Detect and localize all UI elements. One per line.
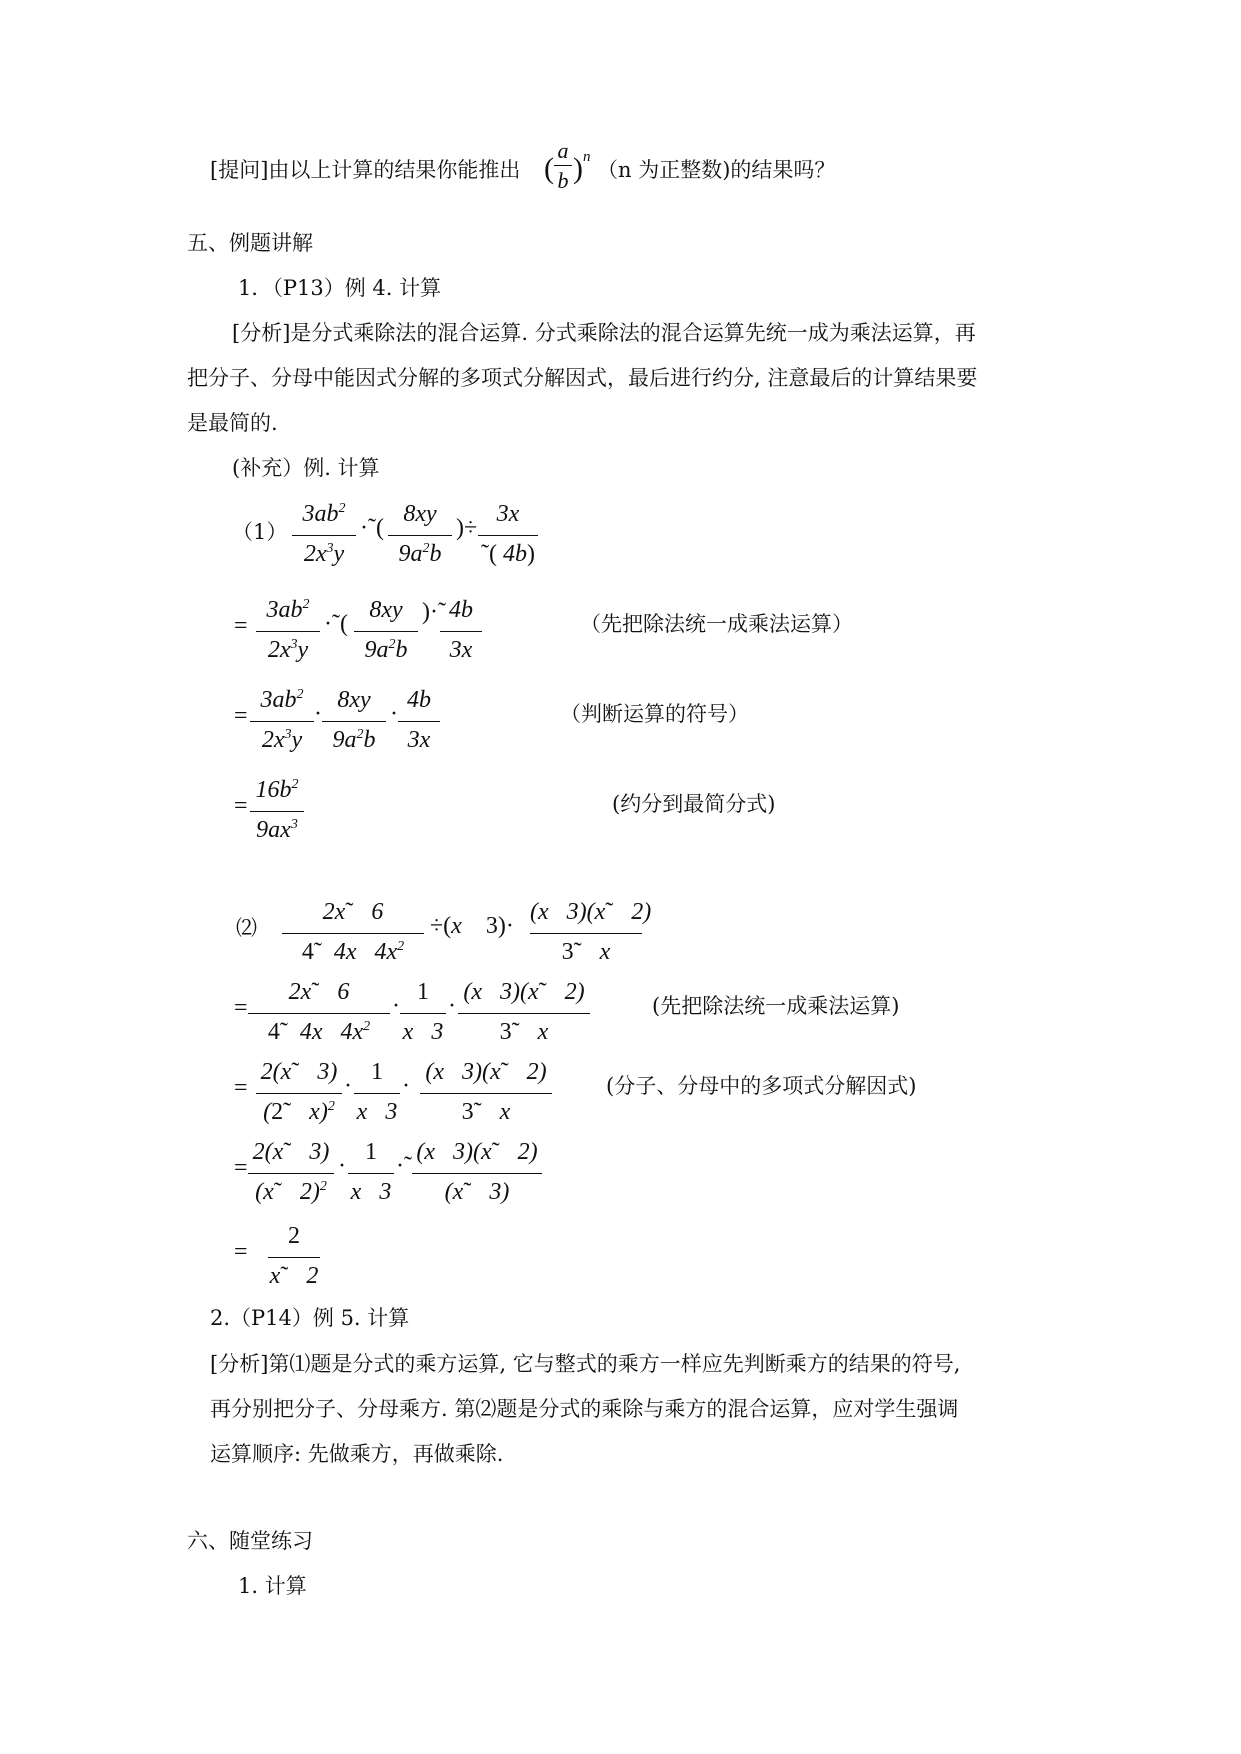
question-paren-open: ( bbox=[544, 152, 554, 185]
problem1-note1: （先把除法统一成乘法运算） bbox=[580, 612, 853, 636]
problem1-label: （1） bbox=[232, 520, 288, 544]
analysis2-line2: 再分别把分子、分母乘方. 第⑵题是分式的乘除与乘方的混合运算，应对学生强调 bbox=[210, 1397, 959, 1421]
question-lead-text: [提问]由以上计算的结果你能推出 bbox=[210, 158, 521, 182]
question-paren-close: ) bbox=[573, 152, 583, 185]
practice-item1: 1. 计算 bbox=[238, 1574, 307, 1598]
fraction-numerator: a bbox=[557, 138, 569, 163]
fraction-denominator: b bbox=[557, 168, 569, 193]
problem1-note3: (约分到最简分式) bbox=[612, 792, 776, 816]
question-lead bbox=[210, 160, 520, 181]
supplement-title: (补充）例. 计算 bbox=[232, 456, 380, 480]
problem2-label: ⑵ bbox=[236, 916, 257, 940]
example1-title: 1．（P13）例 4. 计算 bbox=[238, 276, 442, 300]
problem2-note2: (分子、分母中的多项式分解因式) bbox=[606, 1074, 917, 1098]
analysis2-line1: [分析]第⑴题是分式的乘方运算, 它与整式的乘方一样应先判断乘方的结果的符号, bbox=[210, 1352, 961, 1376]
problem2-note1: (先把除法统一成乘法运算) bbox=[652, 994, 900, 1018]
example2-title: 2.（P14）例 5. 计算 bbox=[210, 1306, 410, 1330]
analysis1-line1: [分析]是分式乘除法的混合运算. 分式乘除法的混合运算先统一成为乘法运算，再 bbox=[232, 321, 976, 345]
section6-title: 六、随堂练习 bbox=[187, 1529, 313, 1553]
document-page: [提问]由以上计算的结果你能推出 ( a b ) n （n 为正整数)的结果吗？ 五、例题讲解 1．（P13）例 4. 计算 [分析]是分式乘除法的混合运算. 分式乘除法的混合运算先统一成为乘法运算，再 把分子、分母中能因式分解的多项式分解因式，最后进行约分, 注意最后的计算结果要 是最简的. (补充）例. 计算 （1） $3ab^2$ $2x^3y$ ·˜( 8xy $9a^2b$ )÷ 3x ˜( 4b) = $3ab^2$ $2x^3y$ ·˜( 8xy $9a^2b$ )·˜ 4b 3x （先把除法统一成乘法运算） = $3ab^2$ $2x^3y$ · 8xy $9a^2b$ · 4b 3x （判断运算的符号） = $16b^2$ $9ax^3$ (约分到最简分式) ⑵ 2x˜ 6 4˜ 4x $4x^2$ ÷(x 3)· (x 3)(x˜ 2) 3˜ x = 2x˜ 6 4˜ 4x $4x^2$ · 1 x 3 · (x 3)(x˜ 2) 3˜ x (先把除法统一成乘法运算) = 2(x˜ 3) (2˜ x)$^2$ · 1 x 3 · (x 3)(x˜ 2) 3˜ x (分子、分母中的多项式分解因式) = 2(x˜ 3) (x˜ 2)$^2$ · 1 x 3 ·˜ (x 3)(x˜ 2) (x˜ 3) = 2 x˜ 2 2.（P14）例 5. 计算 [分析]第⑴题是分式的乘方运算, 它与整式的乘方一样应先判断乘方的结果的符号, 再分别把分子、分母乘方. 第⑵题是分式的乘除与乘方的混合运算，应对学生强调 运算顺序: 先做乘方，再做乘除. 六、随堂练习 1. 计算 bbox=[187, 138, 978, 1598]
question-tail: （n 为正整数)的结果吗？ bbox=[597, 158, 836, 182]
analysis1-line2: 把分子、分母中能因式分解的多项式分解因式，最后进行约分, 注意最后的计算结果要 bbox=[187, 366, 978, 390]
analysis2-line3: 运算顺序: 先做乘方，再做乘除. bbox=[210, 1442, 504, 1466]
question-exponent: n bbox=[583, 149, 591, 165]
analysis1-line3: 是最简的. bbox=[187, 411, 278, 435]
problem1-note2: （判断运算的符号） bbox=[560, 702, 749, 726]
section5-title: 五、例题讲解 bbox=[187, 231, 313, 255]
